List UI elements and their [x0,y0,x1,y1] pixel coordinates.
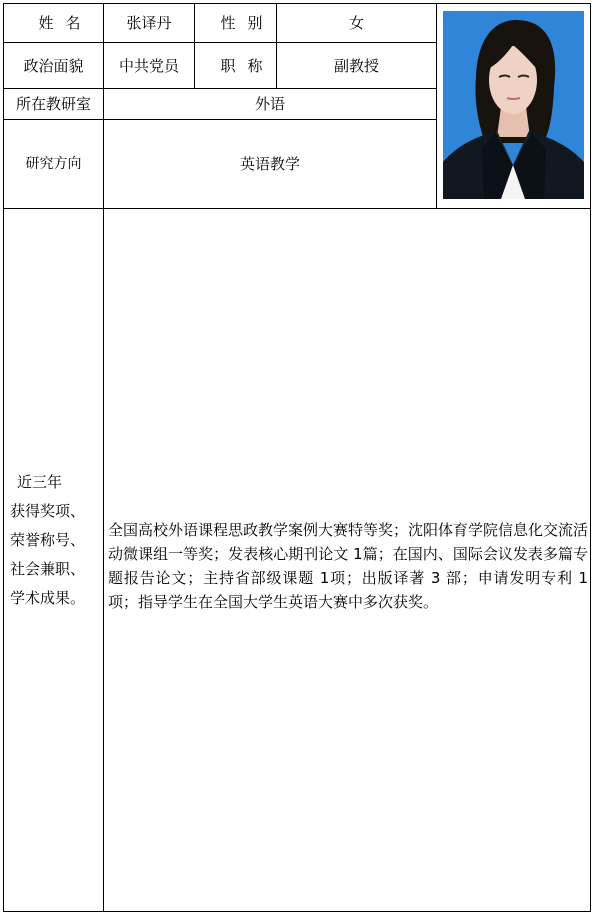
politics-value: 中共党员 [118,56,179,75]
name-value: 张译丹 [126,14,172,32]
row-divider-4 [3,208,591,209]
right-border [590,3,591,912]
gender-value: 女 [348,14,364,32]
achievements-label-line-5: 学术成果。 [10,589,86,607]
achievements-content: 全国高校外语课程思政教学案例大赛特等奖；沈阳体育学院信息化交流活动微课组一等奖；发表核心期刊论文 1篇；在国内、国际会议发表多篇专题报告论文；主持省部级课题 1项；出版译著 3 部；申请发明专利 1项；指导学生在全国大学生英语大赛中多次获奖。 [108,521,589,611]
title-value: 副教授 [333,56,379,75]
achievements-label-line-4: 社会兼职、 [10,560,86,578]
politics-label: 政治面貌 [23,56,84,75]
achievements-label-line-3: 荣誉称号、 [10,531,86,549]
column-divider-4 [436,3,437,209]
research-label: 研究方向 [25,156,82,172]
department-label: 所在教研室 [15,95,91,113]
achievements-label [10,468,102,613]
research-value: 英语教学 [239,155,300,173]
bottom-border [3,911,591,912]
title-label: 职称 [220,56,275,75]
profile-photo [443,11,584,199]
achievements-label-line-2: 获得奖项、 [10,502,86,520]
department-value: 外语 [254,95,285,113]
portrait-image [443,11,584,199]
name-label: 姓名 [38,14,93,32]
gender-label: 性别 [220,14,275,32]
achievements-label-line-1: 近三年 [17,473,63,491]
mouth [507,98,520,99]
